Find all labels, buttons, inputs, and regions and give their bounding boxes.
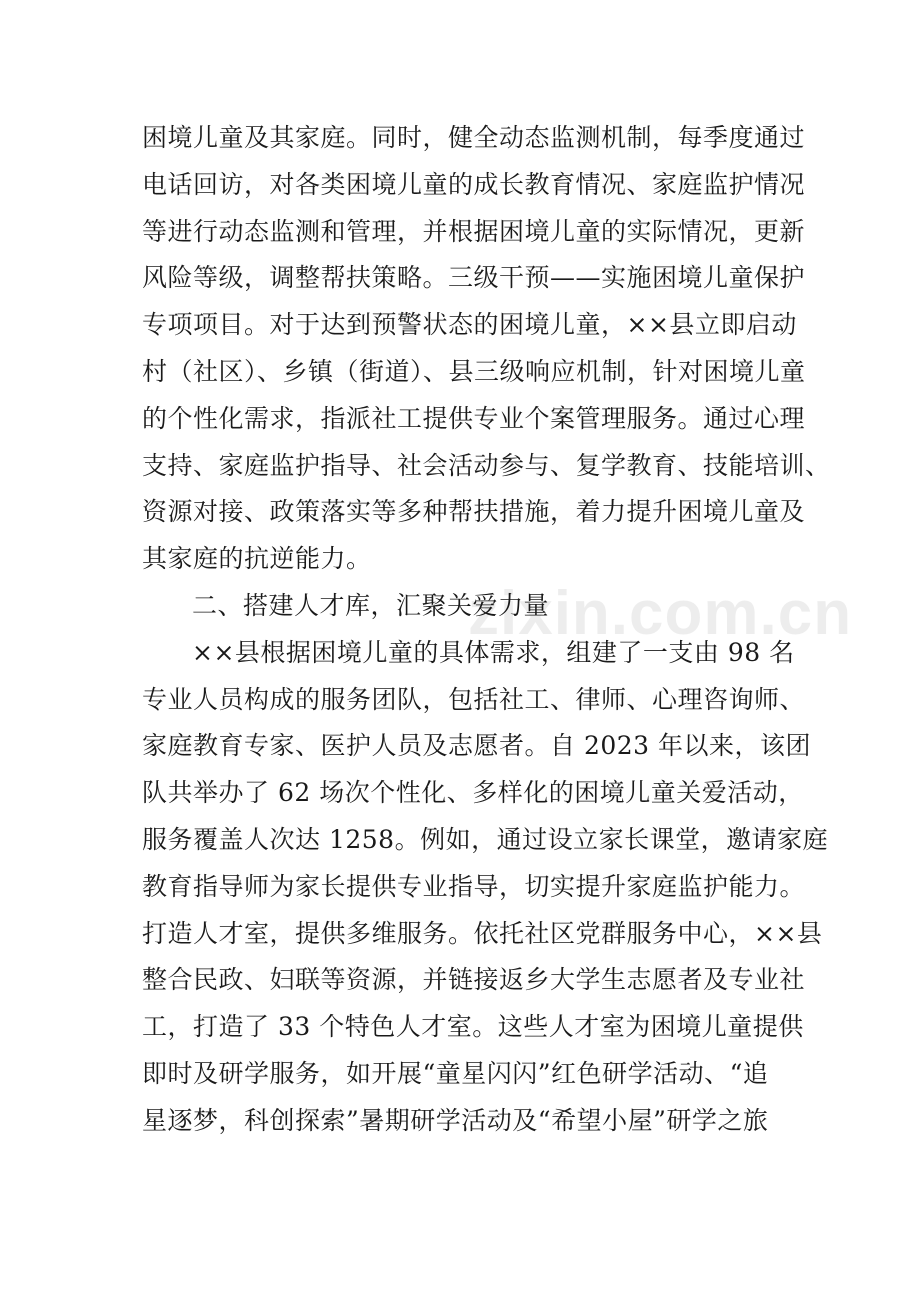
paragraph-line: 队共举办了 62 场次个性化、多样化的困境儿童关爱活动， xyxy=(142,778,804,808)
paragraph-line: 星逐梦，科创探索”暑期研学活动及“希望小屋”研学之旅 xyxy=(142,1105,769,1135)
paragraph-line: 支持、家庭监护指导、社会活动参与、复学教育、技能培训、 xyxy=(142,450,831,480)
paragraph-line: 家庭教育专家、医护人员及志愿者。自 2023 年以来，该团 xyxy=(142,731,812,761)
watermark: zixin.com.cn xyxy=(468,579,853,648)
paragraph-line: 资源对接、政策落实等多种帮扶措施，着力提升困境儿童及 xyxy=(142,497,806,527)
paragraph-line: 其家庭的抗逆能力。 xyxy=(142,544,372,574)
paragraph-line: 电话回访，对各类困境儿童的成长教育情况、家庭监护情况 xyxy=(142,169,806,199)
paragraph-line: 村（社区）、乡镇（街道）、县三级响应机制，针对困境儿童 xyxy=(142,356,806,386)
paragraph-line: 工，打造了 33 个特色人才室。这些人才室为困境儿童提供 xyxy=(142,1012,804,1042)
paragraph-line: 即时及研学服务，如开展“童星闪闪”红色研学活动、“追 xyxy=(142,1058,769,1088)
paragraph-line: 专业人员构成的服务团队，包括社工、律师、心理咨询师、 xyxy=(142,684,806,714)
paragraph-line: 风险等级，调整帮扶策略。三级干预——实施困境儿童保护 xyxy=(142,263,806,293)
paragraph-line: 等进行动态监测和管理，并根据困境儿童的实际情况，更新 xyxy=(142,216,806,246)
paragraph-line: ××县根据困境儿童的具体需求，组建了一支由 98 名 xyxy=(192,637,795,667)
paragraph-line: 专项项目。对于达到预警状态的困境儿童，××县立即启动 xyxy=(142,310,797,340)
paragraph-line: 打造人才室，提供多维服务。依托社区党群服务中心，××县 xyxy=(142,918,823,948)
paragraph-line: 困境儿童及其家庭。同时，健全动态监测机制，每季度通过 xyxy=(142,123,806,152)
document-body xyxy=(142,115,831,1145)
paragraph-line: 的个性化需求，指派社工提供专业个案管理服务。通过心理 xyxy=(142,403,806,433)
paragraph-line: 教育指导师为家长提供专业指导，切实提升家庭监护能力。 xyxy=(142,871,806,901)
paragraph-line: 整合民政、妇联等资源，并链接返乡大学生志愿者及专业社 xyxy=(142,965,806,995)
section-heading: 二、搭建人才库，汇聚关爱力量 xyxy=(192,590,550,620)
paragraph-line: 服务覆盖人次达 1258。例如，通过设立家长课堂，邀请家庭 xyxy=(142,824,829,854)
